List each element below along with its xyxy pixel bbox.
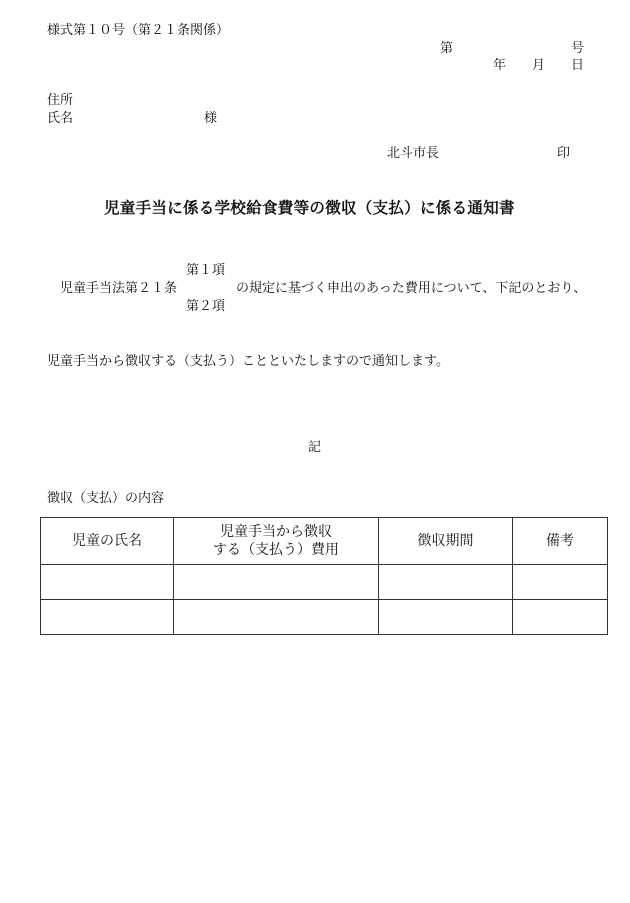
col-fee-line-2: する（支払う）費用 <box>213 542 339 558</box>
clause-1: 第１項 <box>186 263 226 278</box>
ki-heading: 記 <box>308 440 322 455</box>
table-cell[interactable] <box>513 600 608 635</box>
table-cell[interactable] <box>174 565 379 600</box>
body-line-2: 児童手当から徴収する（支払う）ことといたしますので通知します。 <box>47 354 449 369</box>
body-line-1: の規定に基づく申出のあった費用について、下記のとおり、 <box>236 281 587 296</box>
col-remarks: 備考 <box>513 518 608 565</box>
seal-mark: 印 <box>557 146 571 161</box>
honorific: 様 <box>204 111 218 126</box>
table-header-row <box>41 518 608 565</box>
table-cell[interactable] <box>379 600 513 635</box>
table-row <box>41 600 608 635</box>
law-reference: 児童手当法第２１条 <box>60 281 178 296</box>
table-cell[interactable] <box>513 565 608 600</box>
document-title: 児童手当に係る学校給食費等の徴収（支払）に係る通知書 <box>104 198 515 217</box>
date-day: 日 <box>571 58 585 73</box>
table-cell[interactable] <box>174 600 379 635</box>
table-cell[interactable] <box>379 565 513 600</box>
col-fee-line-1: 児童手当から徴収 <box>220 524 332 540</box>
col-period: 徴収期間 <box>379 518 513 565</box>
date-year: 年 <box>493 58 507 73</box>
collection-table <box>40 517 608 635</box>
table-cell[interactable] <box>41 600 174 635</box>
clause-2: 第２項 <box>186 299 226 314</box>
issuer-title: 北斗市長 <box>387 146 440 161</box>
table-row <box>41 565 608 600</box>
doc-number-suffix: 号 <box>571 41 585 56</box>
col-child-name: 児童の氏名 <box>41 518 174 565</box>
section-label: 徴収（支払）の内容 <box>47 491 165 506</box>
doc-number-prefix: 第 <box>440 41 454 56</box>
date-month: 月 <box>532 58 546 73</box>
table-cell[interactable] <box>41 565 174 600</box>
col-fee <box>174 518 379 565</box>
form-number: 様式第１０号（第２１条関係） <box>47 23 230 38</box>
address-label: 住所 <box>47 93 74 108</box>
name-label: 氏名 <box>47 111 74 126</box>
